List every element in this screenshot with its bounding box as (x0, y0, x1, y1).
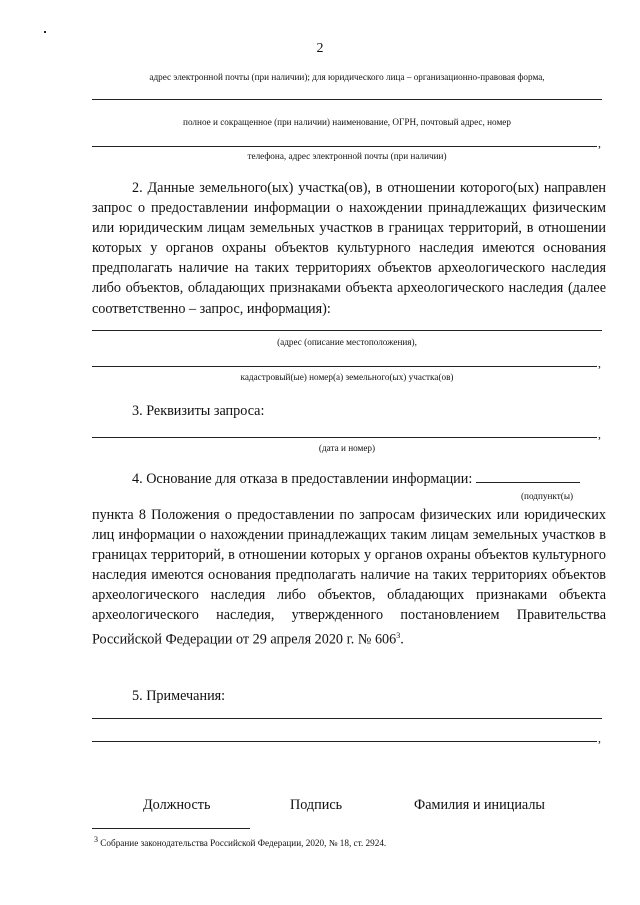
page-number: 2 (316, 41, 324, 56)
footnote (94, 835, 386, 848)
section-2-text: 2. Данные земельного(ых) участка(ов), в отношении которого(ых) направлен запрос о предоставлении информации о нахождении принадлежащих физическим или юридическим лицам земельных участков в границах территорий, в отношении которых у органов охраны объектов культурного наследия имеются основания предполагать наличие на таких территориях объектов археологического наследия либо объектов, обладающих признаками объекта археологического наследия (далее соответственно – запрос, информация): (92, 180, 606, 317)
section-4-text-body: пункта 8 Положения о предоставлении по запросам физических или юридических лиц информации о нахождении принадлежащих таким лицам земельных участков в границах территорий, в отношении которых у органов охраны объектов культурного наследия имеются основания предполагать наличие на таких территориях объектов археологического наследия либо объектов, обладающих признаками объекта археологического наследия, утвержденного постановлением Правительства Российской Федерации от 29 апреля 2020 г. № 606 (92, 507, 606, 648)
footnote-ref: 3 (396, 630, 401, 640)
fill-line (92, 718, 602, 719)
section-4-title: 4. Основание для отказа в предоставлении информации: (132, 471, 473, 487)
fill-line (92, 741, 597, 742)
fill-line (92, 99, 602, 100)
caption-date-number: (дата и номер) (318, 443, 376, 453)
line-comma: , (598, 731, 601, 745)
section-3-title: 3. Реквизиты запроса: (132, 403, 265, 419)
caption-name-ogrn: полное и сокращенное (при наличии) наименование, ОГРН, почтовый адрес, номер (183, 117, 511, 127)
footnote-separator (92, 828, 250, 829)
footnote-text: Собрание законодательства Российской Федерации, 2020, № 18, ст. 2924. (98, 838, 387, 849)
fill-line (92, 437, 597, 438)
section-4-text-end: . (400, 631, 404, 648)
signature-name: Фамилия и инициалы (414, 797, 545, 813)
caption-subpoint: (подпункт(ы) (521, 491, 574, 501)
caption-phone-email: телефона, адрес электронной почты (при наличии) (247, 151, 447, 161)
signature-sign: Подпись (290, 797, 343, 813)
caption-cadastral: кадастровый(ые) номер(а) земельного(ых) участка(ов) (240, 372, 454, 382)
line-comma: , (598, 136, 601, 150)
caption-address: (адрес (описание местоположения), (277, 337, 417, 347)
caption-email-legal-form: адрес электронной почты (при наличии); для юридического лица – организационно-правовая форма, (149, 72, 545, 82)
fill-line (92, 366, 597, 367)
scan-speck (44, 31, 46, 33)
signature-position: Должность (143, 797, 211, 813)
section-4-title-line (132, 470, 580, 488)
fill-line-subpoint (476, 470, 580, 483)
footnote-marker: 3 (94, 835, 98, 844)
line-comma: , (598, 427, 601, 441)
section-5-title: 5. Примечания: (132, 688, 226, 704)
fill-line (92, 146, 597, 147)
section-4-text (92, 505, 606, 649)
fill-line (92, 330, 602, 331)
line-comma: , (598, 356, 601, 370)
